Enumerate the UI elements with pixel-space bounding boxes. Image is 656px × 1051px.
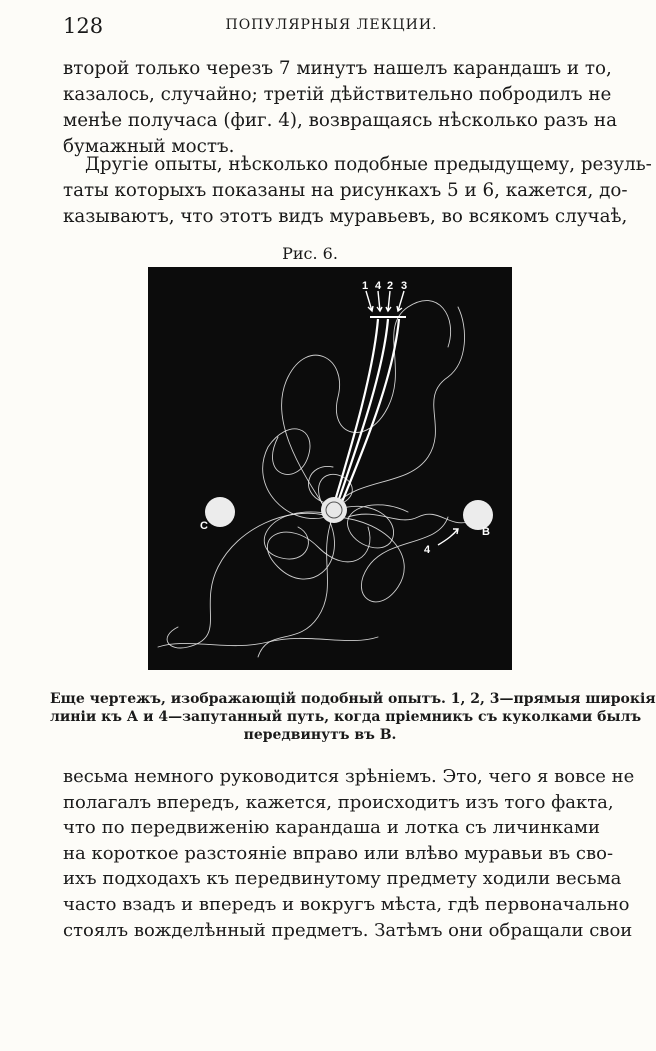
- paragraph-1: [63, 56, 617, 160]
- text-line: ихъ подходахъ къ передвинутому предмету ходили весьма: [63, 868, 622, 890]
- text-line: второй только черезъ 7 минутъ нашелъ карандашъ и то,: [63, 58, 612, 79]
- label-point-c: C: [200, 520, 208, 532]
- text-line: весьма немного руководится зрѣніемъ. Это, чего я вовсе не: [63, 766, 635, 787]
- text-line: полагалъ впередъ, кажется, происходитъ изъ того факта,: [63, 791, 614, 813]
- label-point-b: B: [482, 526, 490, 538]
- text-line: бумажный мостъ.: [63, 136, 235, 157]
- text-line: что по передвиженію карандаша и лотка съ личинками: [63, 817, 600, 839]
- paragraph-2: [63, 152, 652, 230]
- text-line: Другіе опыты, нѣсколько подобные предыдущему, резуль-: [85, 154, 652, 175]
- label-path-4: 4: [375, 280, 382, 292]
- text-line: на короткое разстояніе вправо или влѣво муравьи въ сво-: [63, 842, 614, 864]
- figure-caption: [50, 690, 656, 744]
- text-line: таты которыхъ показаны на рисункахъ 5 и 6, кажется, до-: [63, 180, 628, 201]
- arrows: [366, 291, 404, 311]
- label-path-2: 2: [387, 280, 394, 292]
- label-path-1: 1: [362, 280, 369, 292]
- caption-line: передвинутъ въ В.: [243, 727, 397, 743]
- text-line: менѣе получаса (фиг. 4), возвращаясь нѣсколько разъ на: [63, 110, 617, 131]
- label-wander-4: 4: [424, 544, 431, 556]
- text-line: часто взадъ и впередъ и вокругъ мѣста, гдѣ первоначально: [63, 893, 630, 915]
- caption-line: линіи къ А и 4—запутанный путь, когда пріемникъ съ куколками былъ: [50, 709, 642, 725]
- point-c-marker: [205, 497, 235, 527]
- text-line: стоялъ вожделѣнный предметъ. Затѣмъ они обращали свои: [63, 919, 633, 941]
- straight-routes: [332, 319, 399, 512]
- page-number: 128: [63, 14, 104, 38]
- caption-line: Еще чертежъ, изображающій подобный опытъ. 1, 2, 3—прямыя широкія: [50, 691, 656, 707]
- label-path-3: 3: [401, 280, 408, 292]
- paragraph-3: [63, 764, 635, 943]
- running-title: ПОПУЛЯРНЫЯ ЛЕКЦИИ.: [225, 17, 438, 33]
- text-line: казываютъ, что этотъ видъ муравьевъ, во всякомъ случаѣ,: [63, 206, 628, 227]
- figure-title: Рис. 6.: [282, 244, 338, 263]
- figure-6-illustration: [148, 267, 512, 670]
- ant-path-diagram: [148, 267, 512, 670]
- nest-center: [321, 497, 347, 523]
- wander-arrow-icon: [438, 529, 458, 545]
- page-header: [63, 14, 600, 40]
- tangled-paths: [158, 301, 468, 657]
- text-line: казалось, случайно; третій дѣйствительно побродилъ не: [63, 84, 612, 105]
